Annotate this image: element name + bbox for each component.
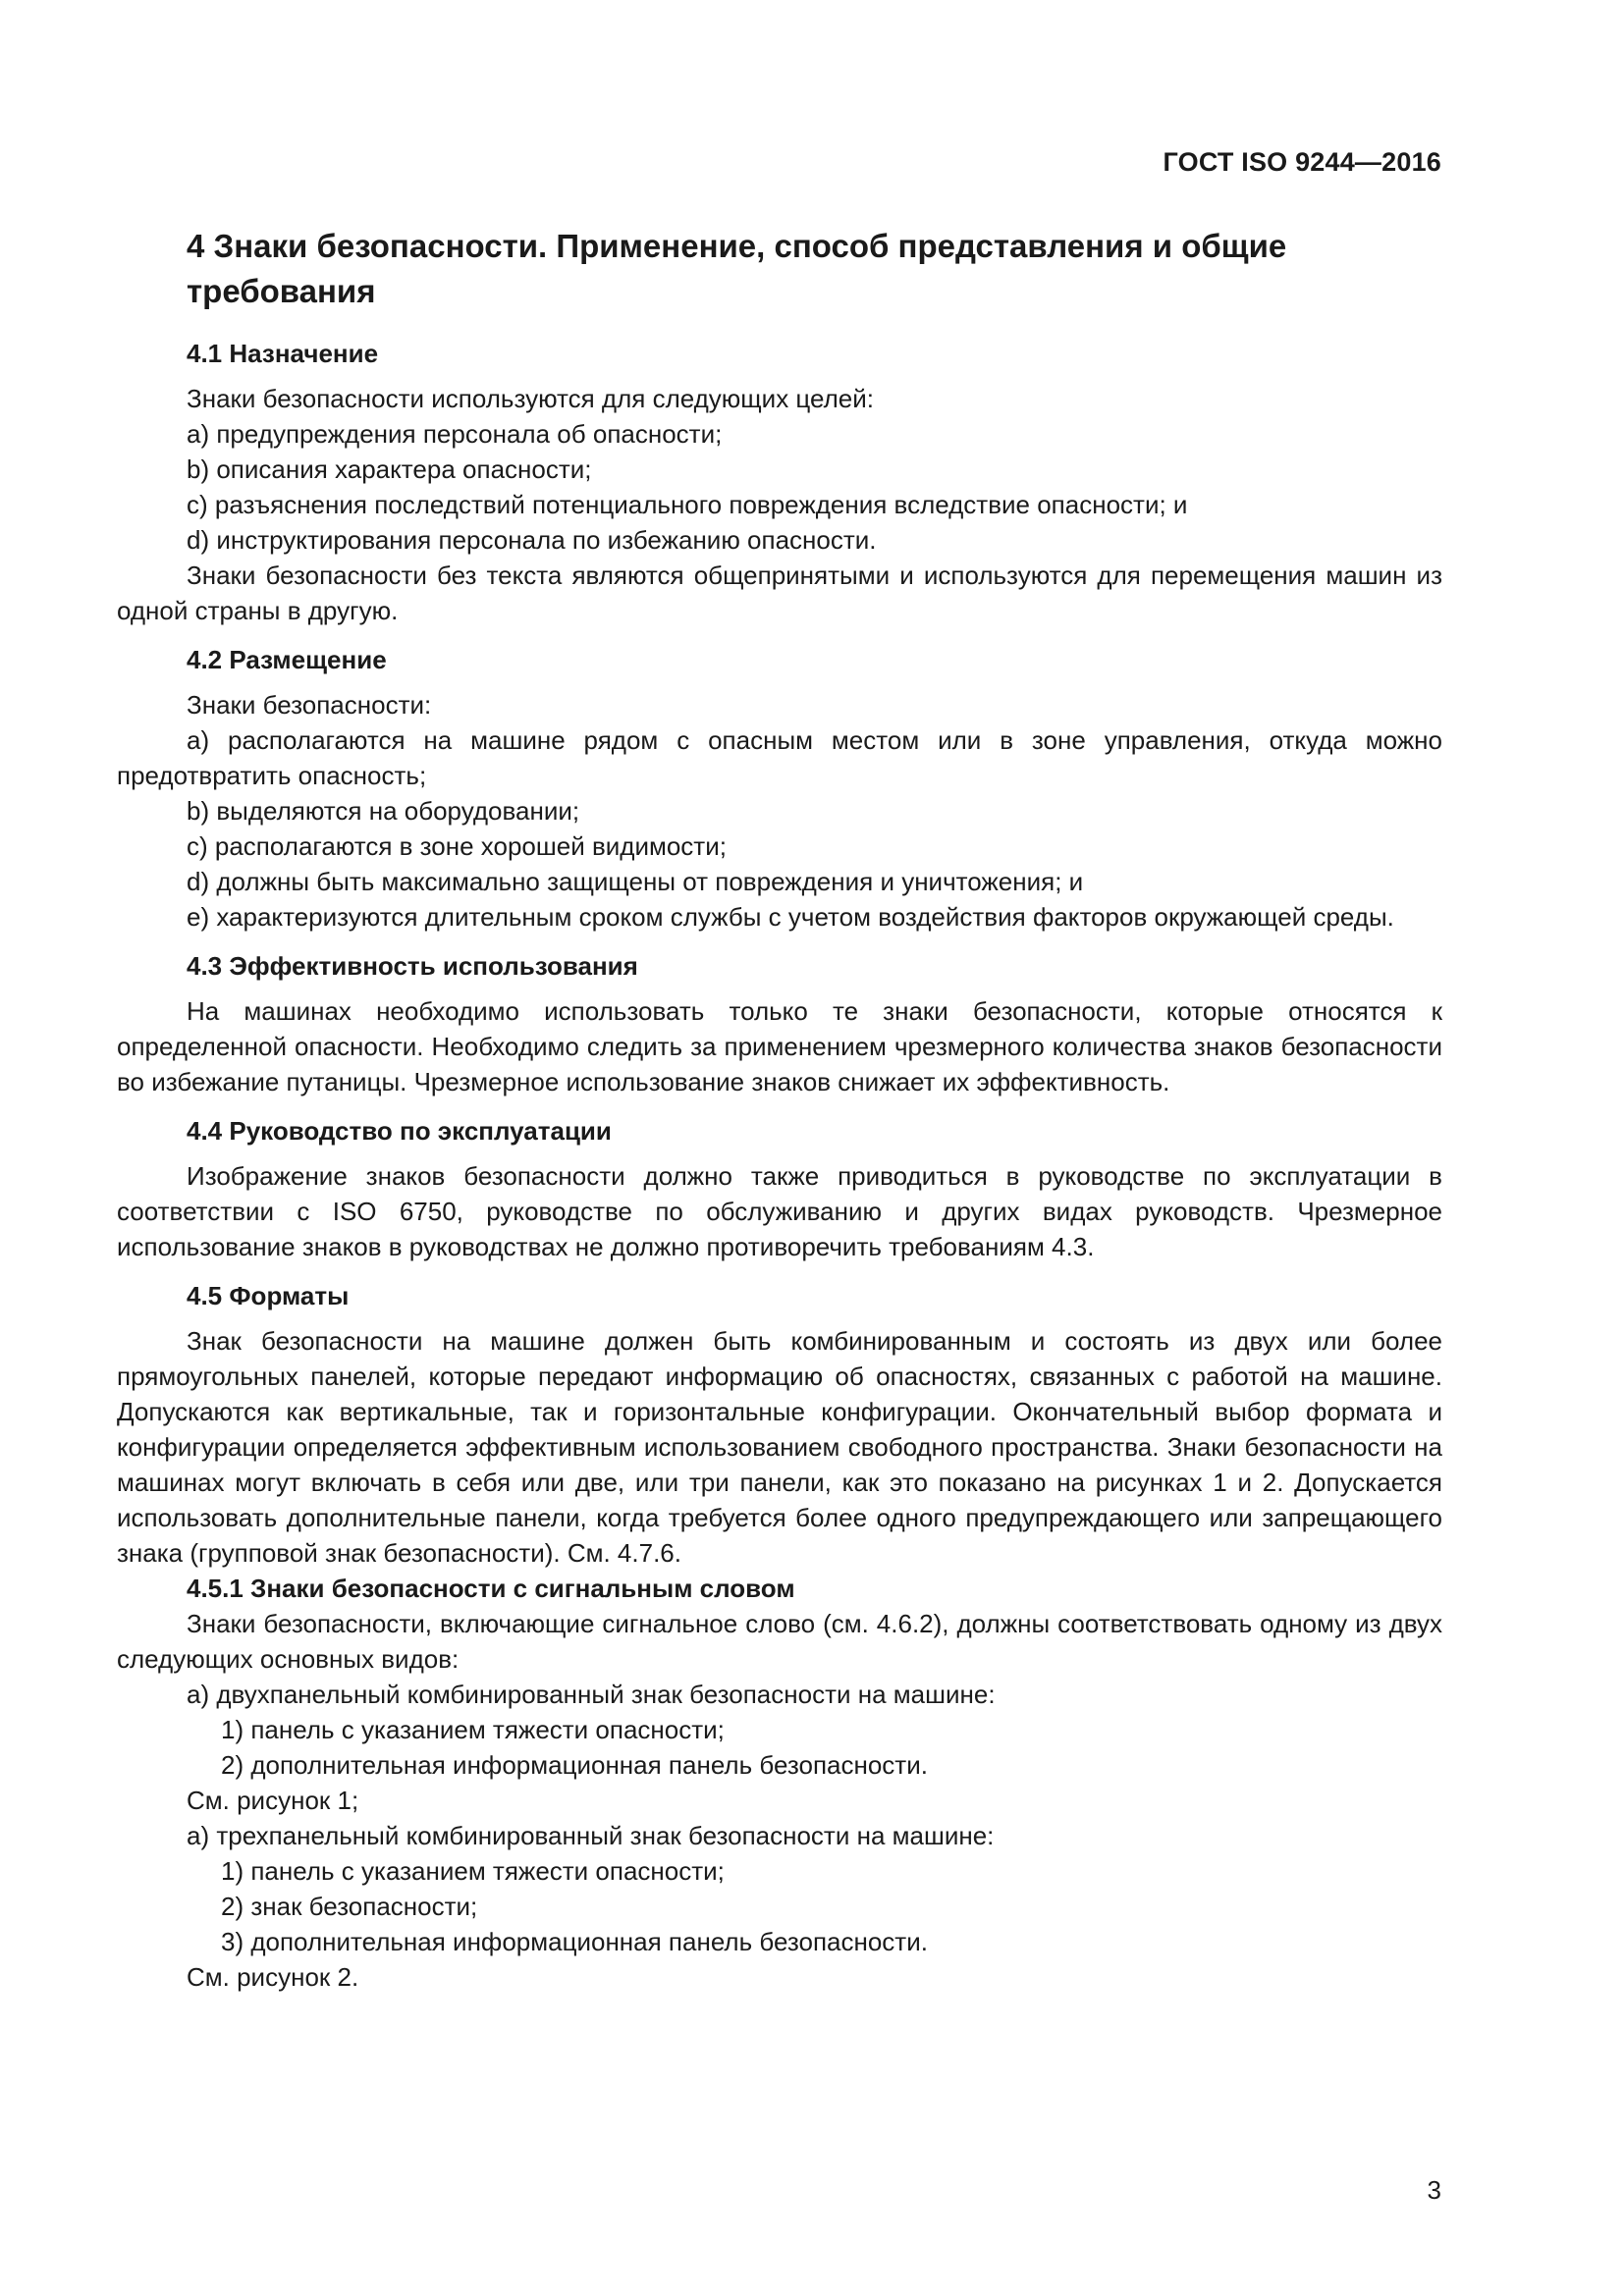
section-4-title: 4 Знаки безопасности. Применение, способ представления и общие требования	[187, 228, 1287, 309]
list-item: e) характеризуются длительным сроком службы с учетом воздействия факторов окружающей среды.	[187, 902, 1394, 932]
section-4-5-paragraph: Знак безопасности на машине должен быть комбинированным и состоять из двух или более прямоугольных панелей, которые передают информацию об опасностях, связанных с работой на машине. Допускаются как вертикальные, так и горизонтальные конфигурации. Окончательный выбор формата и конфигурации определяется эффективным использованием свободного пространства. Знаки безопасности на машинах могут включать в себя или две, или три панели, как это показано на рисунках 1 и 2. Допускается использовать дополнительные панели, когда требуется более одного предупреждающего или запрещающего знака (групповой знак безопасности). См. 4.7.6.	[117, 1326, 1442, 1568]
sub-list-item: 1) панель с указанием тяжести опасности;	[221, 1856, 725, 1886]
section-4-1-paragraph: Знаки безопасности без текста являются общепринятыми и используются для перемещения машин из одной страны в другую.	[117, 561, 1442, 625]
section-4-5-1-paragraph: Знаки безопасности, включающие сигнальное слово (см. 4.6.2), должны соответствовать одному из двух следующих основных видов:	[117, 1609, 1442, 1674]
list-item: a) трехпанельный комбинированный знак безопасности на машине:	[187, 1821, 995, 1850]
list-item: b) выделяются на оборудовании;	[187, 796, 580, 826]
section-4-5-1-heading: 4.5.1 Знаки безопасности с сигнальным словом	[187, 1574, 795, 1603]
list-item: d) должны быть максимально защищены от повреждения и уничтожения; и	[187, 867, 1084, 896]
page-number: 3	[1427, 2175, 1441, 2205]
section-4-2-heading: 4.2 Размещение	[187, 645, 387, 674]
section-4-5-heading: 4.5 Форматы	[187, 1281, 350, 1310]
list-item: a) двухпанельный комбинированный знак безопасности на машине:	[187, 1680, 996, 1709]
list-item: a) располагаются на машине рядом с опасным местом или в зоне управления, откуда можно предотвратить опасность;	[117, 725, 1442, 790]
sub-list-item: 2) дополнительная информационная панель безопасности.	[221, 1750, 928, 1780]
section-4-3-heading: 4.3 Эффективность использования	[187, 951, 638, 981]
section-4-3-paragraph: На машинах необходимо использовать только те знаки безопасности, которые относятся к определенной опасности. Необходимо следить за применением чрезмерного количества знаков безопасности во избежание путаницы. Чрезмерное использование знаков снижает их эффективность.	[117, 996, 1442, 1096]
page-content	[117, 224, 1442, 1995]
document-code: ГОСТ ISO 9244—2016	[1163, 147, 1441, 177]
section-4-4-paragraph: Изображение знаков безопасности должно также приводиться в руководстве по эксплуатации в соответствии с ISO 6750, руководстве по обслуживанию и других видах руководств. Чрезмерное использование знаков в руководствах не должно противоречить требованиям 4.3.	[117, 1161, 1442, 1261]
list-item: b) описания характера опасности;	[187, 454, 592, 484]
section-4-1-intro: Знаки безопасности используются для следующих целей:	[187, 384, 875, 413]
section-4-2-intro: Знаки безопасности:	[187, 690, 432, 720]
list-item: c) располагаются в зоне хорошей видимости;	[187, 831, 727, 861]
sub-list-item: 3) дополнительная информационная панель безопасности.	[221, 1927, 928, 1956]
list-item: a) предупреждения персонала об опасности;	[187, 419, 723, 449]
section-4-4-heading: 4.4 Руководство по эксплуатации	[187, 1116, 612, 1146]
list-item: c) разъяснения последствий потенциального повреждения вследствие опасности; и	[187, 490, 1188, 519]
sub-list-item: 2) знак безопасности;	[221, 1892, 478, 1921]
list-item: d) инструктирования персонала по избежанию опасности.	[187, 525, 877, 555]
sub-list-item: 1) панель с указанием тяжести опасности;	[221, 1715, 725, 1744]
section-4-1-heading: 4.1 Назначение	[187, 339, 379, 368]
figure-reference: См. рисунок 2.	[187, 1962, 359, 1992]
figure-reference: См. рисунок 1;	[187, 1786, 359, 1815]
